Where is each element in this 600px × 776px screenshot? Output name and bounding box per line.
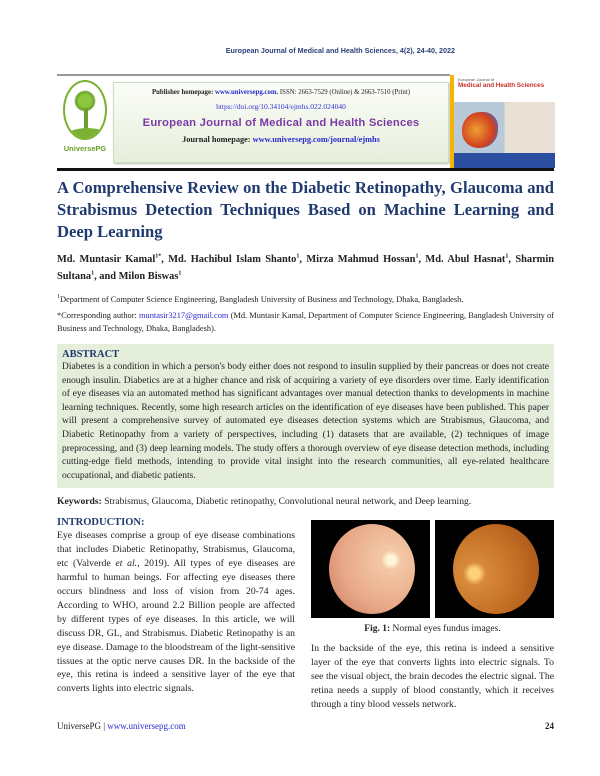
corresponding-author: *Corresponding author: muntasir3217@gmail.com (Md. Muntasir Kamal, Department of Computer Science Engineering, Bangladesh University of Business and Technology, Dhaka, Bangladesh). [57, 311, 554, 333]
header-divider [57, 74, 450, 76]
article-body [57, 177, 554, 732]
keywords: Keywords: Strabismus, Glaucoma, Diabetic retinopathy, Convolutional neural network, and Deep learning. [57, 496, 472, 508]
email-link[interactable]: muntasir3217@gmail.com [139, 311, 229, 320]
running-header: European Journal of Medical and Health Sciences, 4(2), 24-40, 2022 [225, 46, 455, 55]
author: Sharmin Sultana$^1$, and [57, 254, 554, 282]
issn: , ISSN: 2663-7529 (Online) & 2663-7510 (Print) [276, 89, 410, 96]
author: Md. Abul Hasnat$^1$, [425, 253, 516, 265]
paper-title: A Comprehensive Review on the Diabetic Retinopathy, Glaucoma and Strabismus Detection Techniques Based on Machine Learning and Deep Learning [57, 178, 554, 241]
doi-link[interactable]: https://doi.org/10.34104/ejmhs.022.024040 [216, 102, 346, 111]
journal-title: European Journal of Medical and Health Sciences [142, 117, 420, 129]
right-column [311, 520, 554, 712]
journal-homepage-label: Journal homepage: [182, 135, 251, 144]
fundus-image-2 [435, 520, 554, 618]
author: Milon Biswas$^1$ [118, 270, 182, 282]
introduction-section [57, 516, 295, 696]
footer-link[interactable]: www.universepg.com [107, 720, 186, 731]
publisher-label: Publisher homepage: [152, 89, 214, 96]
affiliation: $^1$Department of Computer Science Engineering, Bangladesh University of Business and Technology, Dhaka, Bangladesh. [57, 294, 464, 304]
page-number: 24 [545, 720, 554, 731]
cover-title: Medical and Health Sciences [458, 82, 545, 89]
cover-small-title: European Journal of [458, 77, 495, 82]
figure-caption: Fig. 1: Normal eyes fundus images. [364, 624, 501, 635]
tree-icon [63, 80, 107, 140]
two-column-section [57, 516, 554, 712]
introduction-text: Eye diseases comprise a group of eye disease combinations that includes Diabetic Retinopathy, Strabismus, Glaucoma, etc (Valverde et al., 2019). All types of eye diseases are harmful to human beings. For affecting eye diseases there occurs blindness and loss of vision from 20-74 ages. According to WHO, around 2.2 Billion people are affected by different types of eye diseases. In this article, we will discuss DR, GL, and Strabismus. Diabetic Retinopathy is an eye disease. Damage to the bloodstream of the light-sensitive tissues at the optic nerve causes DR. In the backside of the eye, this retina is indeed a sensitive layer of the eye that converts lights into electric signals. [57, 530, 296, 695]
footer-publisher: UniversePG | [57, 720, 108, 731]
title-divider [57, 168, 554, 171]
fundus-image-1 [311, 520, 430, 618]
page-footer [57, 720, 554, 732]
author: Md. Muntasir Kamal$^{1*}$, [57, 253, 169, 265]
author: Md. Hachibul Islam Shanto$^1$, [168, 253, 307, 265]
abstract-heading: ABSTRACT [62, 349, 120, 360]
abstract-box [57, 344, 554, 488]
introduction-heading: INTRODUCTION: [57, 517, 145, 529]
heart-model-image [462, 112, 498, 148]
abstract-text: Diabetes is a condition in which a person's body either does not respond to insulin supplied by their pancreas or does not create enough insulin. Diabetics are at a higher chance and risk of acquiring a variety of eye disorders over time. Early identification of eye diseases via an automated method has significant advantages over manual detection thanks to developments in machine learning techniques. Recently, some high research articles on the identification of eye diseases have been published. This paper will present a comprehensive survey of automated eye diseases detection systems which are Strabismus, Glaucoma, and Diabetic Retinopathy from a variety of perspectives, including (1) datasets that are available, (2) techniques of image preprocessing, and (3) deep learning models. The study offers a thorough overview of eye disease detection methods, including cutting-edge field methods, intending to provide vital insight into the research communities, all eye-related healthcare occupational, and diabetic patients. [62, 362, 549, 481]
universepg-logo [58, 80, 112, 166]
journal-homepage-link[interactable]: www.universepg.com/journal/ejmhs [252, 135, 380, 144]
journal-info-box [113, 82, 449, 163]
author-list [57, 251, 554, 285]
figure-1 [311, 520, 554, 618]
author: Mirza Mahmud Hossan$^1$, [306, 253, 426, 265]
journal-cover-image [450, 75, 555, 168]
logo-name: UniversePG [63, 144, 107, 153]
right-column-text: In the backside of the eye, this retina is indeed a sensitive layer of the eye that converts lights into electric signals. To see the visual object, the brain decodes the electric signal. The retina needs a supply of blood constantly, which it receives through a tiny blood vessels network. [311, 643, 554, 710]
publisher-link[interactable]: www.universepg.com [214, 89, 277, 96]
